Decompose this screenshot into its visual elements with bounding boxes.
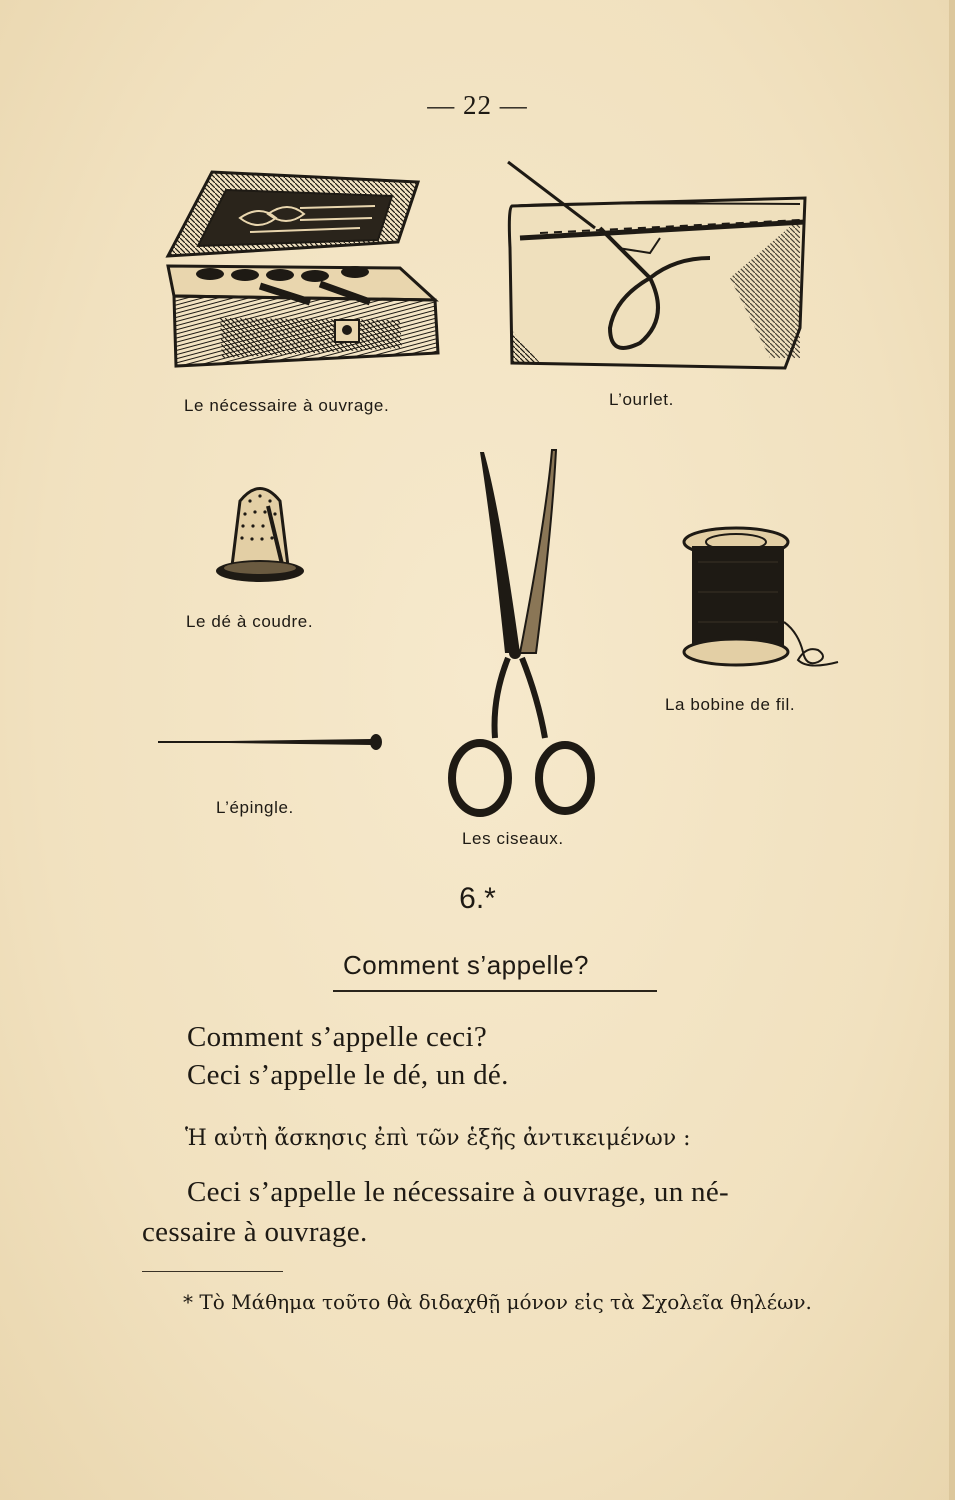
page-number: — 22 —	[427, 90, 528, 120]
scissors-illustration	[440, 448, 600, 828]
thimble-illustration	[212, 476, 307, 591]
caption-sewing-box: Le nécessaire à ouvrage.	[184, 396, 390, 415]
spool-illustration	[678, 522, 848, 672]
exercise-instruction: Ἡ αὐτὴ ἄσκησις ἐπὶ τῶν ἑξῆς ἀντικειμένων :	[185, 1126, 691, 1151]
page-edge	[949, 0, 955, 1500]
caption-scissors: Les ciseaux.	[462, 829, 564, 848]
caption-spool: La bobine de fil.	[665, 695, 796, 714]
pin-illustration	[156, 732, 386, 752]
footnote: * Τὸ Μάθημα τοῦτο θὰ διδαχθῇ μόνον εἰς τὰ Σχολεῖα θηλέων.	[183, 1290, 812, 1314]
lesson-number: 6.*	[459, 882, 496, 915]
exercise-line-1: Ceci s’appelle le nécessaire à ouvrage, un né-	[187, 1176, 729, 1208]
heading-underline	[333, 990, 657, 992]
lesson-heading: Comment s’appelle?	[343, 950, 590, 980]
footnote-rule	[142, 1271, 283, 1272]
caption-pin: L’épingle.	[216, 798, 294, 817]
question-line: Comment s’appelle ceci?	[187, 1021, 488, 1053]
answer-line: Ceci s’appelle le dé, un dé.	[187, 1059, 509, 1091]
caption-thimble: Le dé à coudre.	[186, 612, 314, 631]
hem-illustration	[500, 158, 820, 383]
sewing-box-illustration	[160, 168, 445, 373]
caption-hem: L’ourlet.	[609, 390, 674, 409]
exercise-line-2: cessaire à ouvrage.	[142, 1216, 368, 1248]
